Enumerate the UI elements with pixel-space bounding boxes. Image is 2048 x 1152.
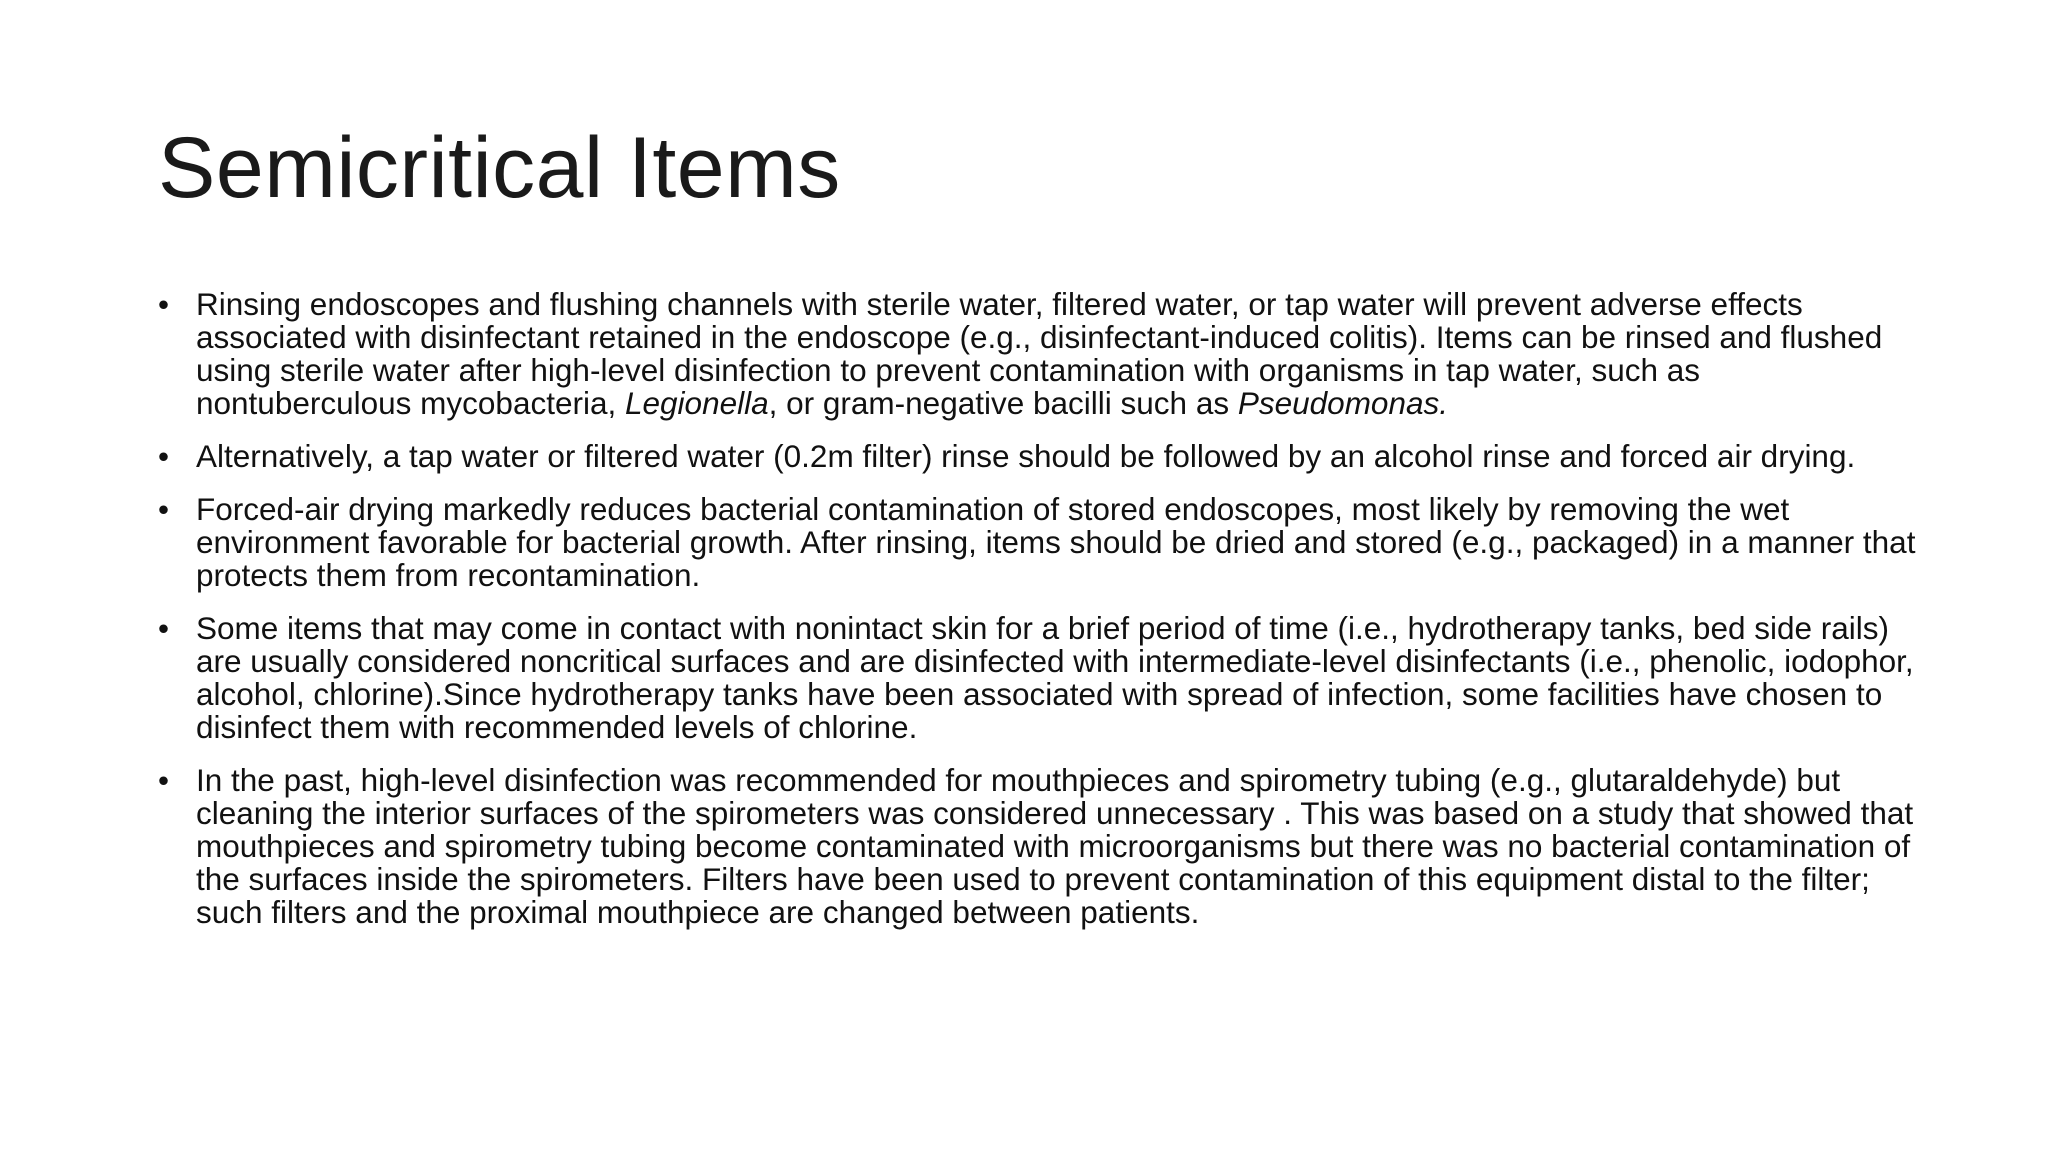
bullet-text: In the past, high-level disinfection was recommended for mouthpieces and spirometry tubing (e.g., glutaraldehyde) but cleaning the interior surfaces of the spirometers was considered unnecessary . This was based on a study that showed that mouthpieces and spirometry tubing become contaminated with microorganisms but there was no bacterial contamination of the surfaces inside the spirometers. Filters have been used to prevent contamination of this equipment distal to the filter; such filters and the proximal mouthpiece are changed between patients. [196,762,1914,930]
slide-title: Semicritical Items [158,120,841,216]
bullet-marker: • [158,762,170,798]
bullet-1-italic-pseudomonas: Pseudomonas. [1237,385,1448,421]
bullet-marker: • [158,491,170,527]
bullet-item-5 [158,764,1918,929]
bullet-1-lead: Rinsing endoscopes and flushing channels with sterile water, filtered water, or tap water will prevent adverse effects associated with disinfectant retained in the endoscope (e.g., disinfectant-induced colitis). Items can be rinsed and flushed using sterile water after high-level disinfection to prevent contamination with organisms in tap water, such as nontuberculous mycobacteria, [196,286,1883,421]
bullet-text [196,288,1918,420]
bullet-item-4 [158,612,1918,744]
bullet-item-3 [158,493,1918,592]
bullet-text: Forced-air drying markedly reduces bacterial contamination of stored endoscopes, most likely by removing the wet environment favorable for bacterial growth. After rinsing, items should be dried and stored (e.g., packaged) in a manner that protects them from recontamination. [196,491,1916,593]
bullet-marker: • [158,610,170,646]
bullet-text: Some items that may come in contact with nonintact skin for a brief period of time (i.e., hydrotherapy tanks, bed side rails) are usually considered noncritical surfaces and are disinfected with intermediate-level disinfectants (i.e., phenolic, iodophor, alcohol, chlorine).Since hydrotherapy tanks have been associated with spread of infection, some facilities have chosen to disinfect them with recommended levels of chlorine. [196,610,1914,745]
bullet-marker: • [158,438,170,474]
bullet-1-italic-legionella: Legionella [625,385,769,421]
bullet-item-2 [158,440,1918,473]
bullet-item-1 [158,288,1918,420]
bullet-marker: • [158,286,170,322]
bullet-text: Alternatively, a tap water or filtered water (0.2m filter) rinse should be followed by an alcohol rinse and forced air drying. [196,438,1856,474]
bullet-list [158,288,1918,949]
bullet-1-mid: , or gram-negative bacilli such as [768,385,1238,421]
